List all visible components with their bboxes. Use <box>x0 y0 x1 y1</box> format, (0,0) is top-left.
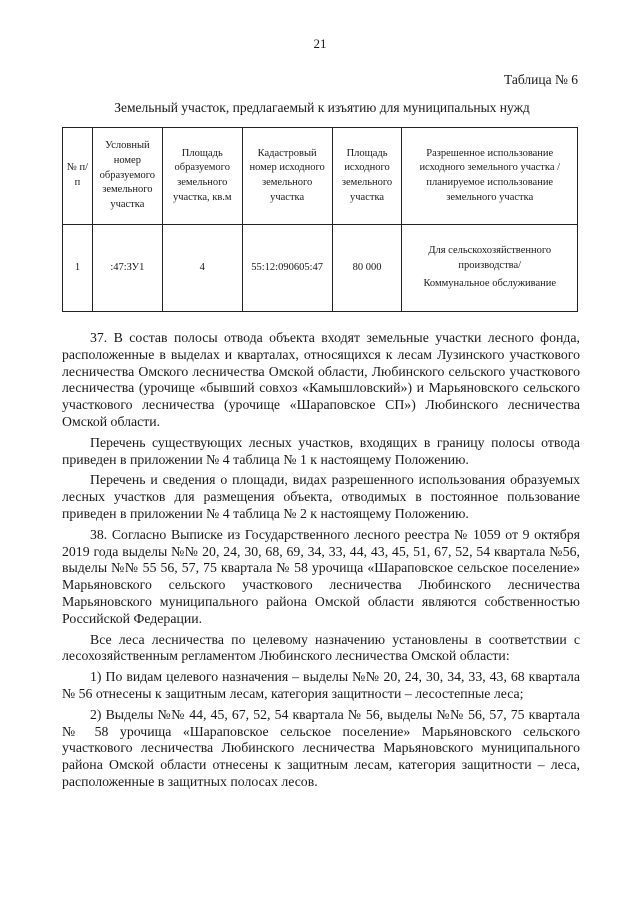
header-num: № п/п <box>63 128 93 225</box>
cell-permitted-use <box>402 225 578 312</box>
paragraph-37: 37. В состав полосы отвода объекта входят земельные участки лесного фонда, расположенные в выделах и кварталах, относящихся к лесам Лузинского участкового лесничества Омского лесничества Омской области, Любинского сельского участкового лесничества (урочище «бывший совхоз «Камышловский») и Марьяновского сельского участкового лесничества (урочище «Шараповское СП») Любинского лесничества Омской области. <box>62 330 580 429</box>
header-cadastral-number: Кадастровый номер исходного земельного участка <box>242 128 332 225</box>
header-area-source: Площадь исходного земельного участка <box>332 128 402 225</box>
table-header-row <box>63 128 578 225</box>
land-plot-table <box>62 127 578 312</box>
cell-area-source: 80 000 <box>332 225 402 312</box>
page-number: 21 <box>313 36 327 51</box>
paragraph-item-1: 1) По видам целевого назначения – выделы №№ 20, 24, 30, 34, 33, 43, 68 квартала № 56 отнесены к защитным лесам, категория защитности – лесостепные леса; <box>62 669 580 701</box>
table-caption: Земельный участок, предлагаемый к изъятию для муниципальных нужд <box>114 100 530 115</box>
cell-area-new: 4 <box>162 225 242 312</box>
header-area-new: Площадь образуемого земельного участка, кв.м <box>162 128 242 225</box>
paragraph-item-2: 2) Выделы №№ 44, 45, 67, 52, 54 квартала № 56, выделы №№ 56, 57, 75 квартала № 58 урочища «Шараповское сельское поселение» Марьяновского сельского участкового лесничества Любинского лесничества Марьяновского муниципального района Омской области отнесены к защитным лесам, категория защитности – леса, расположенные в защитных полосах лесов. <box>62 706 580 789</box>
paragraph-38: 38. Согласно Выписке из Государственного лесного реестра № 1059 от 9 октября 2019 года выделы №№ 20, 24, 30, 68, 69, 34, 33, 44, 43, 45, 51, 67, 52, 54 квартала №56, выделы №№ 55 56, 57, 75 квартала № 58 урочища «Шараповское сельское поселение» Марьяновского сельского участкового лесничества Любинского лесничества Марьяновского муниципального района Омской области являются собственностью Российской Федерации. <box>62 526 580 626</box>
cell-conditional-number: :47:ЗУ1 <box>92 225 162 312</box>
header-conditional-number: Условный номер образуемого земельного участка <box>92 128 162 225</box>
paragraph-existing-plots: Перечень существующих лесных участков, входящих в границу полосы отвода приведен в приложении № 4 таблица № 1 к настоящему Положению. <box>62 434 580 467</box>
paragraph-forest-purpose: Все леса лесничества по целевому назначению установлены в соответствии с лесохозяйственным регламентом Любинского лесничества Омской области: <box>62 631 580 664</box>
table-label: Таблица № 6 <box>504 72 578 87</box>
cell-cadastral-number: 55:12:090605:47 <box>242 225 332 312</box>
table-row <box>63 225 578 312</box>
use-planned: Коммунальное обслуживание <box>423 277 557 289</box>
cell-num: 1 <box>63 225 93 312</box>
paragraph-formed-plots: Перечень и сведения о площади, видах разрешенного использования образуемых лесных участков для размещения объекта, отводимых в постоянное пользование приведен в приложении № 4 таблица № 2 к настоящему Положению. <box>62 472 580 521</box>
use-existing: Для сельскохозяйственного производства/ <box>428 245 552 272</box>
header-permitted-use: Разрешенное использование исходного земельного участка / планируемое использование земельного участка <box>402 128 578 225</box>
body-text <box>62 330 580 795</box>
